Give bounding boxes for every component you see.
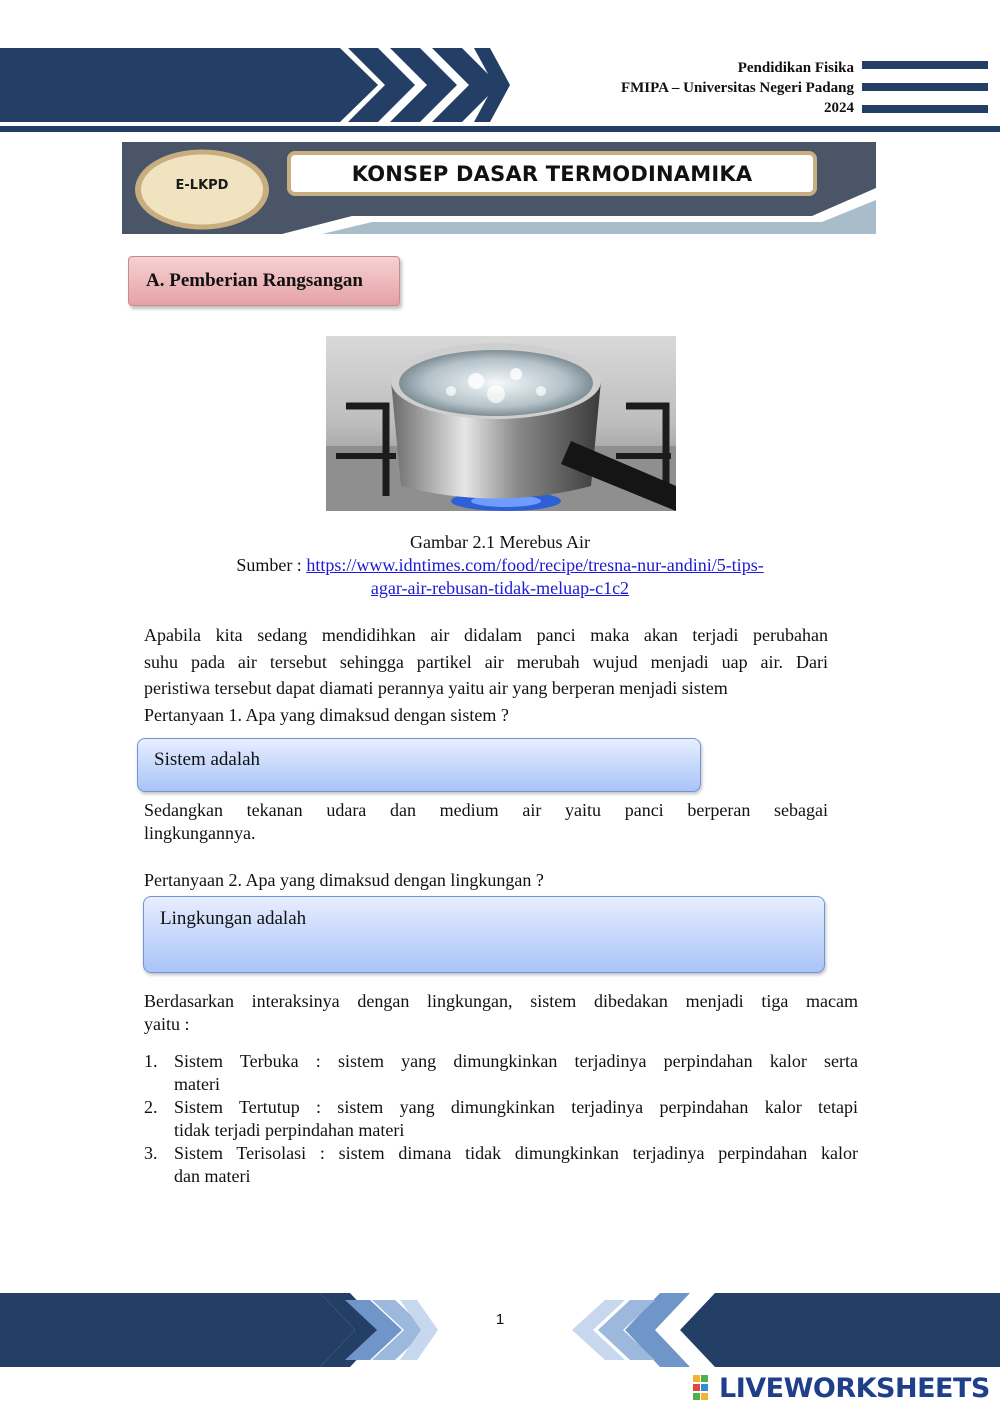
elkpd-badge	[133, 148, 271, 231]
badge-label: E-LKPD	[175, 178, 229, 193]
page-number: 1	[495, 1311, 505, 1328]
interaction-line: Berdasarkan interaksinya dengan lingkungan, sistem dibedakan menjadi tiga macam	[144, 991, 858, 1011]
environment-line: lingkungannya.	[144, 823, 256, 843]
list-number: 1.	[144, 1051, 158, 1071]
brand-name: LIVEWORKSHEETS	[719, 1372, 990, 1404]
question-1: Pertanyaan 1. Apa yang dimaksud dengan sistem ?	[144, 704, 509, 725]
answer-prompt-sistem: Sistem adalah	[154, 749, 261, 770]
question-2: Pertanyaan 2. Apa yang dimaksud dengan lingkungan ?	[144, 870, 544, 890]
intro-line: suhu pada air tersebut sehingga partikel air merubah wujud menjadi uap air. Dari	[144, 651, 828, 672]
interaction-paragraph	[144, 990, 858, 1036]
list-text-continued: dan materi	[174, 1166, 251, 1186]
intro-line: peristiwa tersebut dapat diamati perannya yaitu air yang berperan menjadi sistem	[144, 678, 728, 698]
environment-paragraph	[144, 799, 828, 845]
institution-header	[621, 58, 854, 118]
list-text: Sistem Terisolasi : sistem dimana tidak dimungkinkan terjadinya perpindahan kalor	[174, 1143, 858, 1163]
list-item	[144, 1050, 858, 1096]
list-text: Sistem Tertutup : sistem yang dimungkinkan terjadinya perpindahan kalor tetapi	[174, 1097, 858, 1117]
list-item	[144, 1096, 858, 1142]
list-number: 2.	[144, 1097, 158, 1117]
source-link[interactable]: https://www.idntimes.com/food/recipe/tresna-nur-andini/5-tips-	[306, 555, 764, 575]
header-faculty: FMIPA – Universitas Negeri Padang	[620, 80, 854, 96]
system-types-list	[144, 1050, 858, 1188]
boiling-water-photo	[326, 336, 676, 511]
list-text-continued: tidak terjadi perpindahan materi	[174, 1120, 405, 1140]
header-program: Pendidikan Fisika	[737, 60, 854, 76]
answer-box-sistem[interactable]	[137, 738, 701, 792]
source-prefix: Sumber :	[236, 555, 307, 575]
section-heading: A. Pemberian Rangsangan	[128, 256, 400, 306]
header-year: 2024	[824, 100, 854, 116]
liveworksheets-icon	[693, 1375, 717, 1401]
source-link-continued[interactable]: agar-air-rebusan-tidak-meluap-c1c2	[370, 578, 630, 598]
answer-prompt-lingkungan: Lingkungan adalah	[160, 908, 307, 929]
figure-caption: Gambar 2.1 Merebus Air	[410, 532, 590, 552]
list-item	[144, 1142, 858, 1188]
footer-decoration	[0, 1290, 1000, 1370]
page-title: KONSEP DASAR TERMODINAMIKA	[287, 151, 817, 196]
environment-line: Sedangkan tekanan udara dan medium air yaitu panci berperan sebagai	[144, 800, 828, 820]
intro-paragraph	[144, 622, 828, 728]
liveworksheets-logo[interactable]	[693, 1371, 991, 1405]
list-number: 3.	[144, 1143, 158, 1163]
interaction-line: yaitu :	[144, 1014, 190, 1034]
list-text-continued: materi	[174, 1074, 220, 1094]
intro-line: Apabila kita sedang mendidihkan air didalam panci maka akan terjadi perubahan	[144, 625, 828, 645]
list-text: Sistem Terbuka : sistem yang dimungkinkan terjadinya perpindahan kalor serta	[174, 1051, 858, 1071]
answer-box-lingkungan[interactable]	[143, 896, 825, 973]
figure-source	[150, 554, 850, 600]
